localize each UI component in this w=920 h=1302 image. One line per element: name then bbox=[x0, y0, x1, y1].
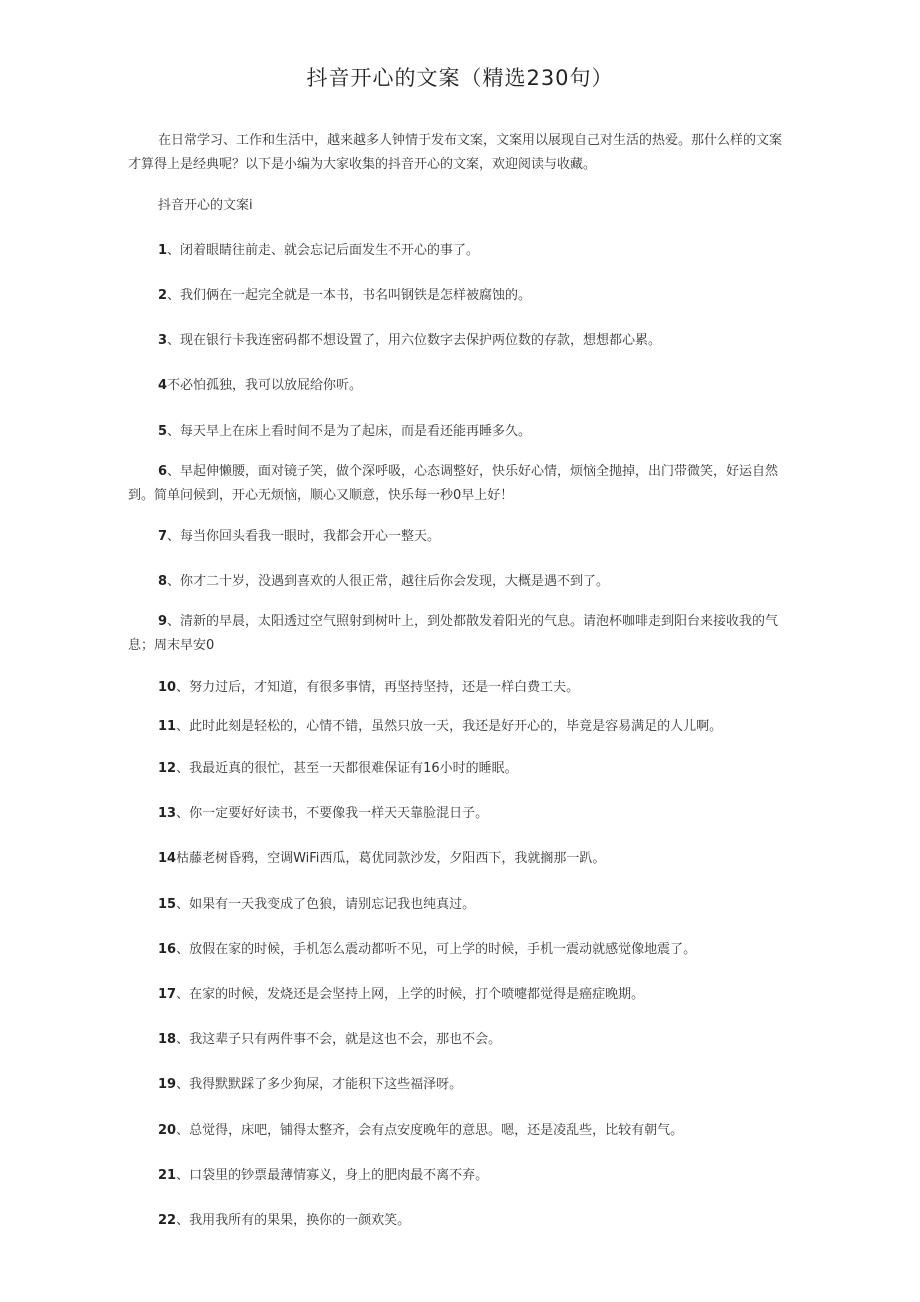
item-number: 13 bbox=[158, 806, 177, 821]
list-item bbox=[128, 983, 793, 1007]
item-number: 21 bbox=[158, 1168, 177, 1183]
list-item bbox=[128, 715, 793, 739]
item-text: 、我们俩在一起完全就是一本书，书名叫钢铁是怎样被腐蚀的。 bbox=[167, 288, 532, 303]
item-text: 、现在银行卡我连密码都不想设置了，用六位数字去保护两位数的存款，想想都心累。 bbox=[167, 333, 662, 348]
item-number: 1 bbox=[158, 243, 168, 258]
intro-paragraph: 在日常学习、工作和生活中，越来越多人钟情于发布文案，文案用以展现自己对生活的热爱。那什么样的文案才算得上是经典呢？以下是小编为大家收集的抖音开心的文案，欢迎阅读与收藏。 bbox=[128, 133, 783, 172]
item-text: 、每当你回头看我一眼时，我都会开心一整天。 bbox=[167, 529, 441, 544]
item-text: 、口袋里的钞票最薄情寡义，身上的肥肉最不离不弃。 bbox=[176, 1168, 489, 1183]
list-item bbox=[128, 938, 793, 962]
list-item bbox=[128, 239, 793, 263]
item-number: 17 bbox=[158, 987, 177, 1002]
item-number: 10 bbox=[158, 680, 177, 695]
list-item bbox=[128, 1028, 793, 1052]
item-number: 18 bbox=[158, 1032, 177, 1047]
item-text: 、你才二十岁，没遇到喜欢的人很正常，越往后你会发现，大概是遇不到了。 bbox=[167, 574, 610, 589]
item-number: 8 bbox=[158, 574, 168, 589]
item-text: 、我用我所有的果果，换你的一颜欢笑。 bbox=[176, 1213, 411, 1228]
item-number: 2 bbox=[158, 288, 168, 303]
item-number: 7 bbox=[158, 529, 168, 544]
item-text: 、你一定要好好读书，不要像我一样天天靠脸混日子。 bbox=[176, 806, 489, 821]
list-item bbox=[128, 374, 793, 398]
list-item bbox=[128, 893, 793, 917]
list-item bbox=[128, 570, 793, 594]
item-number: 12 bbox=[158, 761, 177, 776]
item-number: 20 bbox=[158, 1123, 177, 1138]
item-text: 、此时此刻是轻松的，心情不错，虽然只放一天，我还是好开心的，毕竟是容易满足的人儿啊。 bbox=[176, 719, 723, 734]
list-item bbox=[128, 284, 793, 308]
item-number: 5 bbox=[158, 424, 168, 439]
item-number: 14 bbox=[158, 851, 177, 866]
document-title: 抖音开心的文案（精选230句） bbox=[306, 66, 614, 90]
list-item bbox=[128, 420, 793, 444]
item-number: 11 bbox=[158, 719, 177, 734]
item-text: 不必怕孤独，我可以放屁给你听。 bbox=[167, 378, 363, 393]
item-number: 16 bbox=[158, 942, 177, 957]
list-item bbox=[128, 847, 793, 871]
section-heading: 抖音开心的文案i bbox=[158, 198, 253, 213]
list-item bbox=[128, 329, 793, 353]
list-item bbox=[128, 610, 793, 658]
item-text: 、我这辈子只有两件事不会，就是这也不会，那也不会。 bbox=[176, 1032, 502, 1047]
item-text: 、在家的时候，发烧还是会坚持上网，上学的时候，打个喷嚏都觉得是癌症晚期。 bbox=[176, 987, 645, 1002]
item-number: 9 bbox=[158, 614, 168, 629]
item-text: 、努力过后，才知道，有很多事情，再坚持坚持，还是一样白费工夫。 bbox=[176, 680, 580, 695]
item-text: 、如果有一天我变成了色狼，请别忘记我也纯真过。 bbox=[176, 897, 476, 912]
list-item bbox=[128, 676, 793, 700]
item-text: 、每天早上在床上看时间不是为了起床，而是看还能再睡多久。 bbox=[167, 424, 532, 439]
list-item bbox=[128, 1209, 793, 1233]
list-item bbox=[128, 757, 793, 781]
item-number: 6 bbox=[158, 464, 168, 479]
item-number: 3 bbox=[158, 333, 168, 348]
item-text: 、总觉得，床吧，铺得太整齐，会有点安度晚年的意思。嗯，还是凌乱些，比较有朝气。 bbox=[176, 1123, 684, 1138]
list-item bbox=[128, 1164, 793, 1188]
item-text: 、早起伸懒腰，面对镜子笑，做个深呼吸，心态调整好，快乐好心情，烦恼全抛掉，出门带微笑，好运自然到。简单问候到，开心无烦恼，顺心又顺意，快乐每一秒0早上好！ bbox=[128, 464, 779, 503]
item-number: 15 bbox=[158, 897, 177, 912]
list-item bbox=[128, 802, 793, 826]
list-item bbox=[128, 1073, 793, 1097]
list-item bbox=[128, 1119, 793, 1143]
list-item bbox=[128, 525, 793, 549]
item-text: 、我得默默踩了多少狗屎，才能积下这些福泽呀。 bbox=[176, 1077, 463, 1092]
list-item bbox=[128, 460, 793, 508]
item-text: 枯藤老树昏鸦，空调WiFi西瓜，葛优同款沙发，夕阳西下，我就搁那一趴。 bbox=[176, 851, 606, 866]
item-number: 19 bbox=[158, 1077, 177, 1092]
item-number: 4 bbox=[158, 378, 168, 393]
item-text: 、放假在家的时候，手机怎么震动都听不见，可上学的时候，手机一震动就感觉像地震了。 bbox=[176, 942, 697, 957]
item-text: 、我最近真的很忙，甚至一天都很难保证有16小时的睡眠。 bbox=[176, 761, 518, 776]
item-text: 、清新的早晨，太阳透过空气照射到树叶上，到处都散发着阳光的气息。请泡杯咖啡走到阳台来接收我的气息；周末早安0 bbox=[128, 614, 779, 653]
item-text: 、闭着眼睛往前走、就会忘记后面发生不开心的事了。 bbox=[167, 243, 480, 258]
item-number: 22 bbox=[158, 1213, 177, 1228]
